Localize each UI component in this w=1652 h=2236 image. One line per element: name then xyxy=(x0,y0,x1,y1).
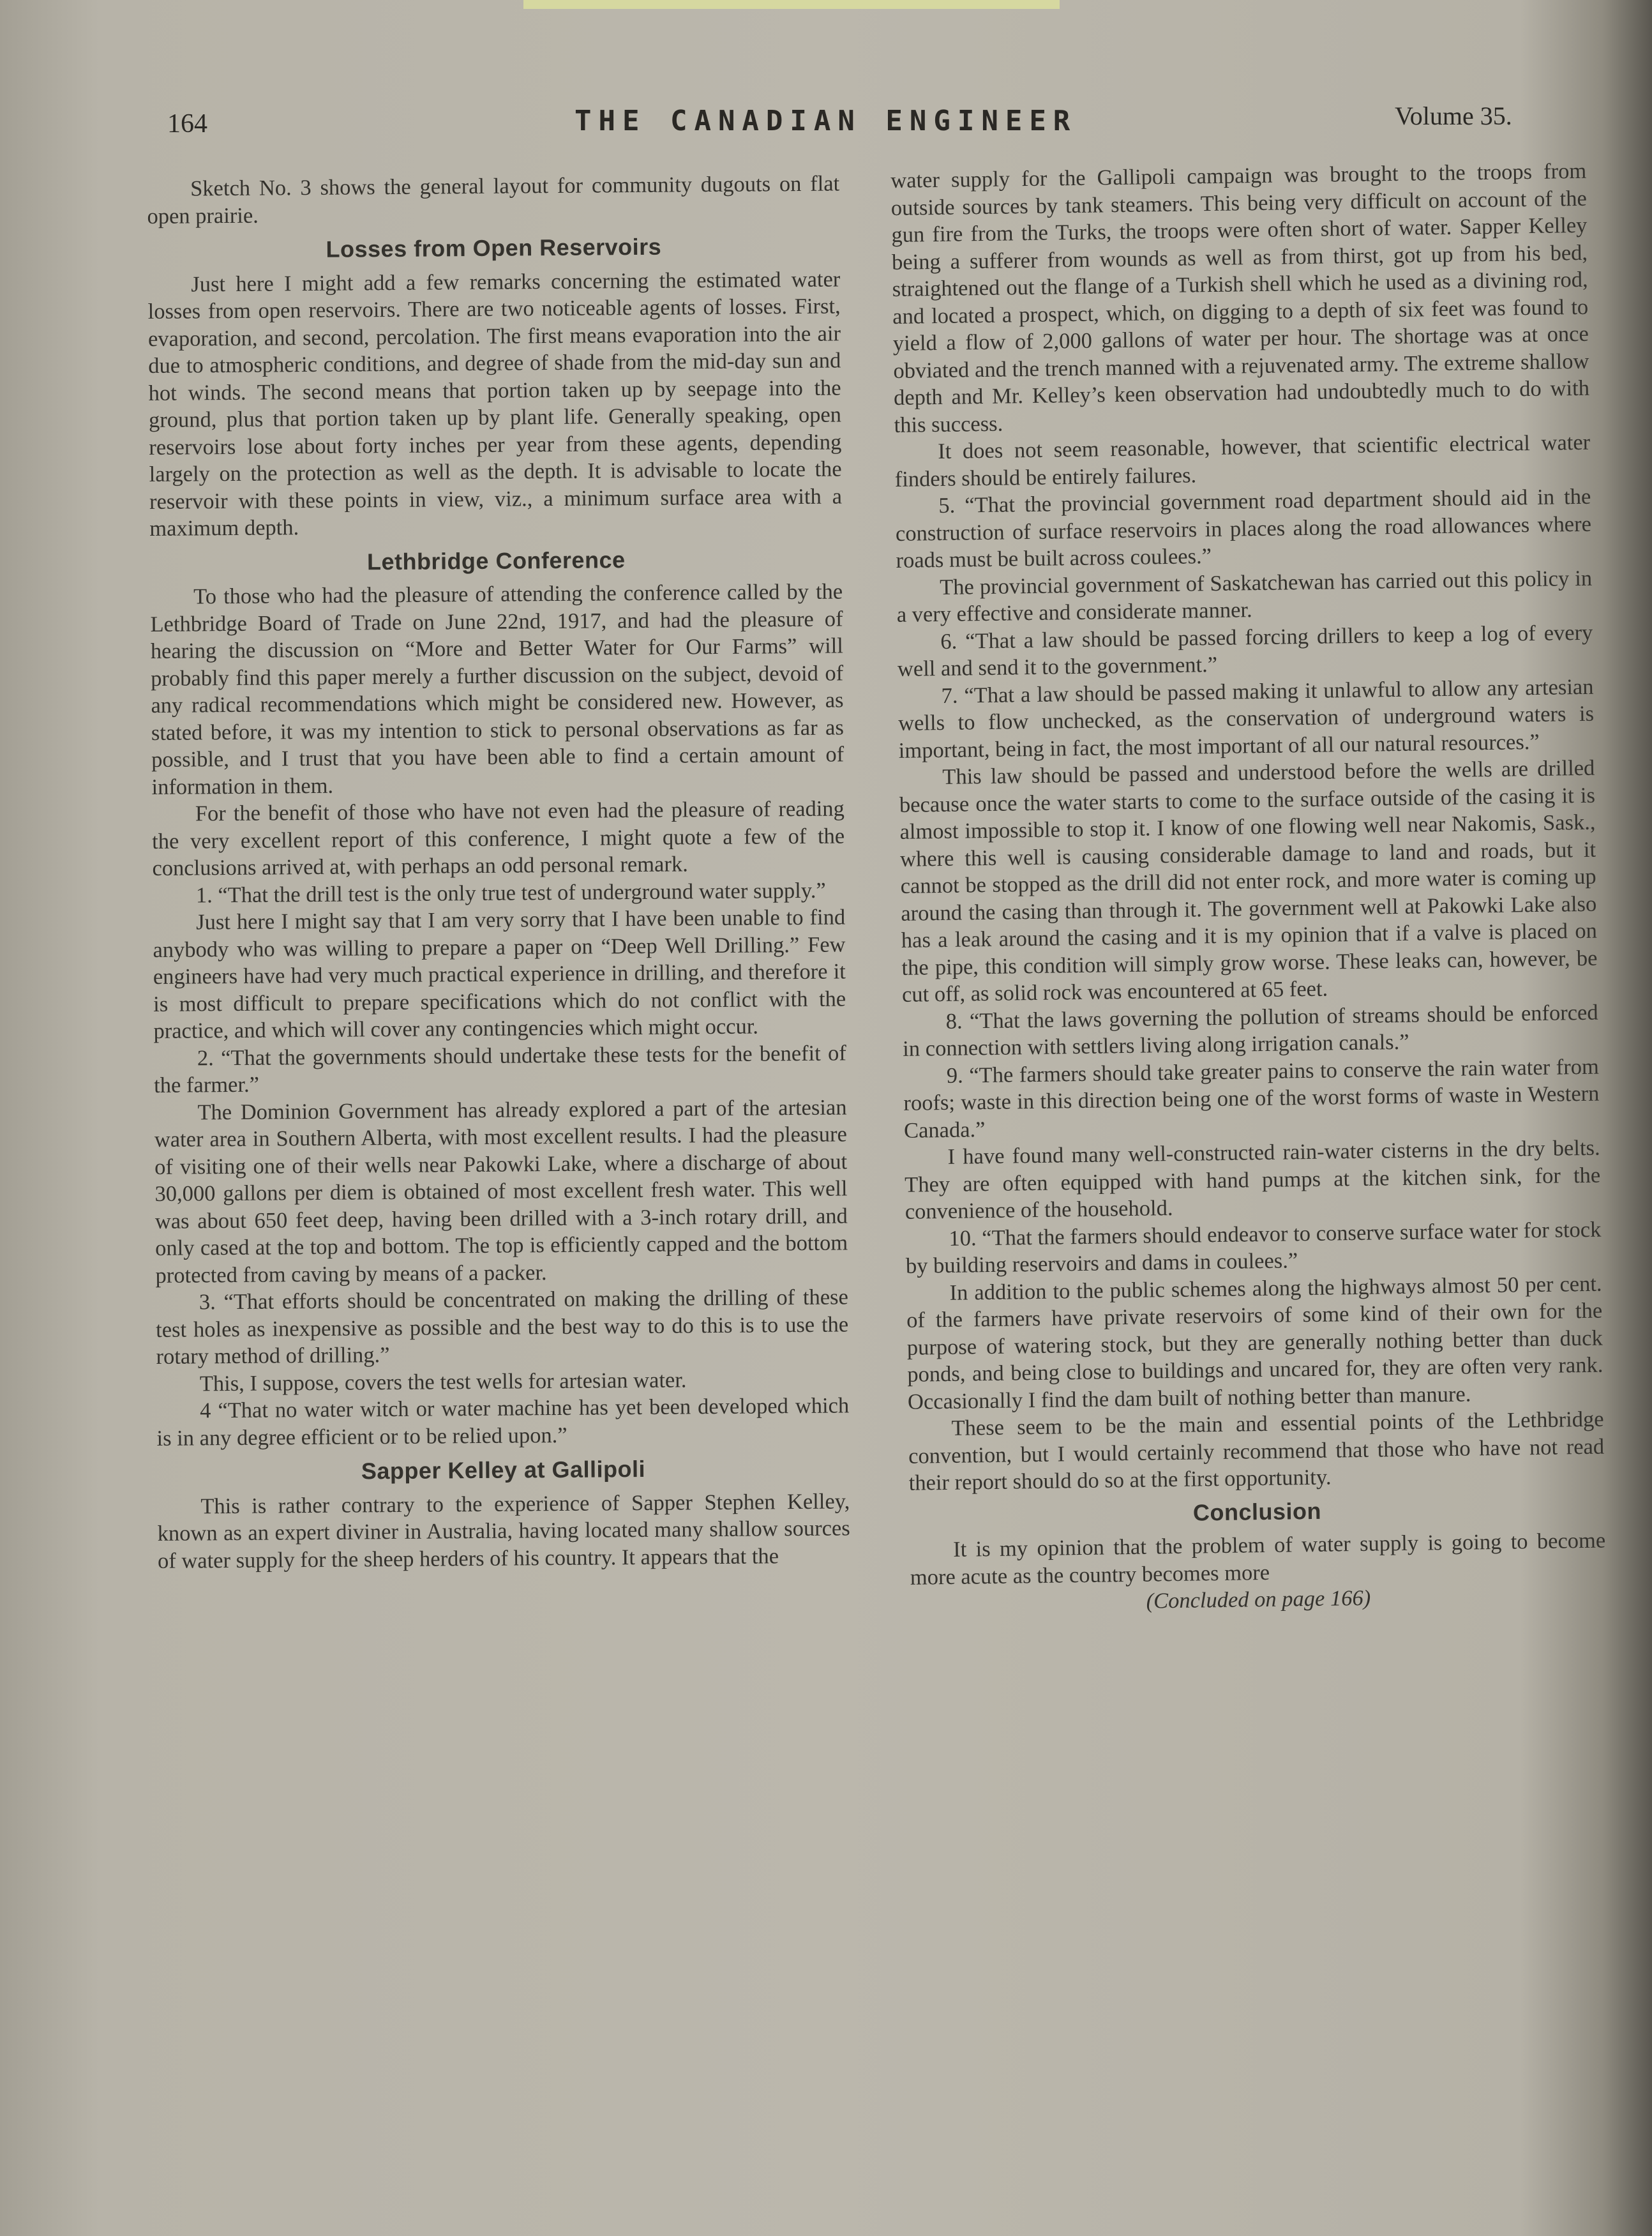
section-heading: Losses from Open Reservoirs xyxy=(326,233,662,262)
paragraph: 3. “That efforts should be concentrated on making the drilling of these test holes as inexpensive as possible and the best way to do this is to use the rotary method of drilling.” xyxy=(156,1285,849,1369)
section-heading: Sapper Kelley at Gallipoli xyxy=(361,1455,646,1484)
continuation-note: (Concluded on page 166) xyxy=(1146,1585,1371,1613)
section-heading: Lethbridge Conference xyxy=(366,546,626,575)
paragraph: To those who had the pleasure of attending the conference called by the Lethbridge Board of Trade on June 22nd, 1917, and had the pleasure of hearing the discussion on “More and Better Water for Our Farms” will probably find this paper merely a further discussion on the subject, devoid of any radical recommendations which might be considered new. However, as stated before, it was my intention to stick to personal observations as far as possible, and I trust that you have been able to find a certain amount of information in them. xyxy=(150,579,845,799)
paragraph: In addition to the public schemes along the highways almost 50 per cent. of the farmers have private reservoirs of some kind of their own for the purpose of watering stock, but they are generally nothing better than duck ponds, and being close to buildings and uncared for, they are often very rank. Occasionally I find the dam built of nothing better than manure. xyxy=(906,1271,1603,1414)
paragraph: This, I suppose, covers the test wells for artesian water. xyxy=(199,1367,687,1396)
paragraph: The provincial government of Saskatchewan has carried out this policy in a very effective and considerate manner. xyxy=(896,566,1593,627)
paragraph: Just here I might add a few remarks concerning the estimated water losses from open reservoirs. There are two noticeable agents of losses. First, evaporation, and second, percolation. The first means evaporation into the air due to atmospheric conditions, and degree of shade from the mid-day sun and hot winds. The second means that portion taken up by seepage into the ground, plus that portion taken up by plant life. Generally speaking, open reservoirs lose about forty inches per year from these agents, depending largely on the protection as well as the depth. It is advisable to locate the reservoir with these points in view, viz., a minimum surface area with a maximum depth. xyxy=(147,266,843,541)
left-column xyxy=(147,170,850,1574)
top-edge-strip xyxy=(523,0,1060,9)
paragraph: For the benefit of those who have not even had the pleasure of reading the very excellent report of this conference, I might quote a few of the conclusions arrived at, with perhaps an odd personal remark. xyxy=(152,796,845,880)
paragraph: This law should be passed and understood before the wells are drilled because once the water starts to come to the surface outside of the casing it is almost impossible to stop it. I know of one flowing well near Nakomis, Sask., where this well is causing considerable damage to land and roads, but it cannot be stopped as the drill did not enter rock, and more water is coming up around the casing than through it. The government well at Pakowki Lake also has a leak around the casing and it is my opinion that if a valve is placed on the pipe, this condition will simply grow worse. These leaks can, however, be cut off, as solid rock was encountered at 65 feet. xyxy=(899,755,1598,1007)
paragraph: 4 “That no water witch or water machine has yet been developed which is in any degree efficient or to be relied upon.” xyxy=(156,1393,850,1451)
paragraph: 7. “That a law should be passed making it unlawful to allow any artesian wells to flow unchecked, as the conservation of underground waters is important, being in fact, the most important of all our natural resources.” xyxy=(897,674,1595,763)
paragraph: It does not seem reasonable, however, that scientific electrical water finders should be entirely failures. xyxy=(894,430,1591,492)
paragraph: 9. “The farmers should take greater pains to conserve the rain water from roofs; waste in this direction being one of the worst forms of waste in Western Canada.” xyxy=(903,1054,1600,1143)
running-head xyxy=(0,96,1652,147)
paragraph: water supply for the Gallipoli campaign was brought to the troops from outside sources by tank steamers. This being very difficult on account of the gun fire from the Turks, the troops were often short of water. Sapper Kelley being a sufferer from wounds as well as from thirst, got up from his bed, straightened out the flange of a Turkish shell which he used as a divining rod, and located a prospect, which, on digging to a depth of six feet was found to yield a flow of 2,000 gallons of water per hour. The shortage was at once obviated and the trench manned with a rejuvenated army. The extreme shallow depth and Mr. Kelley’s keen observation had undoubtedly much to do with this success. xyxy=(890,158,1590,437)
section-heading: Conclusion xyxy=(1192,1497,1322,1526)
paragraph: 1. “That the drill test is the only true test of underground water supply.” xyxy=(195,878,826,907)
paragraph: 5. “That the provincial government road department should aid in the construction of surface reservoirs in places along the road allowances where roads must be built across coulees.” xyxy=(895,484,1592,573)
paragraph: Just here I might say that I am very sorry that I have been unable to find anybody who was willing to prepare a paper on “Deep Well Drilling.” Few engineers have had very much practical experience in drilling, and therefore it is most difficult to prepare specifications which do not conflict with the practice, and which will cover any contingencies which might occur. xyxy=(153,905,846,1043)
paragraph: The Dominion Government has already explored a part of the artesian water area in Southern Alberta, with most excellent results. I had the pleasure of visiting one of their wells near Pakowki Lake, where a discharge of about 30,000 gallons per diem is obtained of most excellent fresh water. This well was about 650 feet deep, having been drilled with a 3-inch rotary drill, and only cased at the top and bottom. The top is efficiently capped and the bottom protected from caving by means of a packer. xyxy=(154,1094,848,1288)
paragraph: It is my opinion that the problem of water supply is going to become more acute as the country becomes more xyxy=(910,1528,1606,1590)
paragraph: This is rather contrary to the experience of Sapper Stephen Kelley, known as an expert diviner in Australia, having located many shallow sources of water supply for the sheep herders of his country. It appears that the xyxy=(157,1488,850,1573)
page-number: 164 xyxy=(167,109,207,139)
paragraph: I have found many well-constructed rain-water cisterns in the dry belts. They are often equipped with hand pumps at the kitchen sink, for the convenience of the household. xyxy=(904,1135,1601,1224)
paragraph: 10. “That the farmers should endeavor to conserve surface water for stock by building reservoirs and dams in coulees.” xyxy=(905,1217,1602,1278)
right-column xyxy=(890,158,1607,1618)
paragraph: These seem to be the main and essential points of the Lethbridge convention, but I would certainly recommend that those who have not read their report should do so at the first opportunity. xyxy=(908,1407,1605,1495)
volume-label: Volume 35. xyxy=(1395,102,1512,130)
paragraph: 2. “That the governments should undertake these tests for the benefit of the farmer.” xyxy=(154,1040,846,1098)
journal-title: THE CANADIAN ENGINEER xyxy=(574,105,1078,137)
paragraph: Sketch No. 3 shows the general layout for community dugouts on flat open prairie. xyxy=(147,171,840,229)
paragraph: 6. “That a law should be passed forcing drillers to keep a log of every well and send it to the government.” xyxy=(897,620,1593,681)
paragraph: 8. “That the laws governing the pollution of streams should be enforced in connection with settlers living along irrigation canals.” xyxy=(903,1000,1598,1061)
